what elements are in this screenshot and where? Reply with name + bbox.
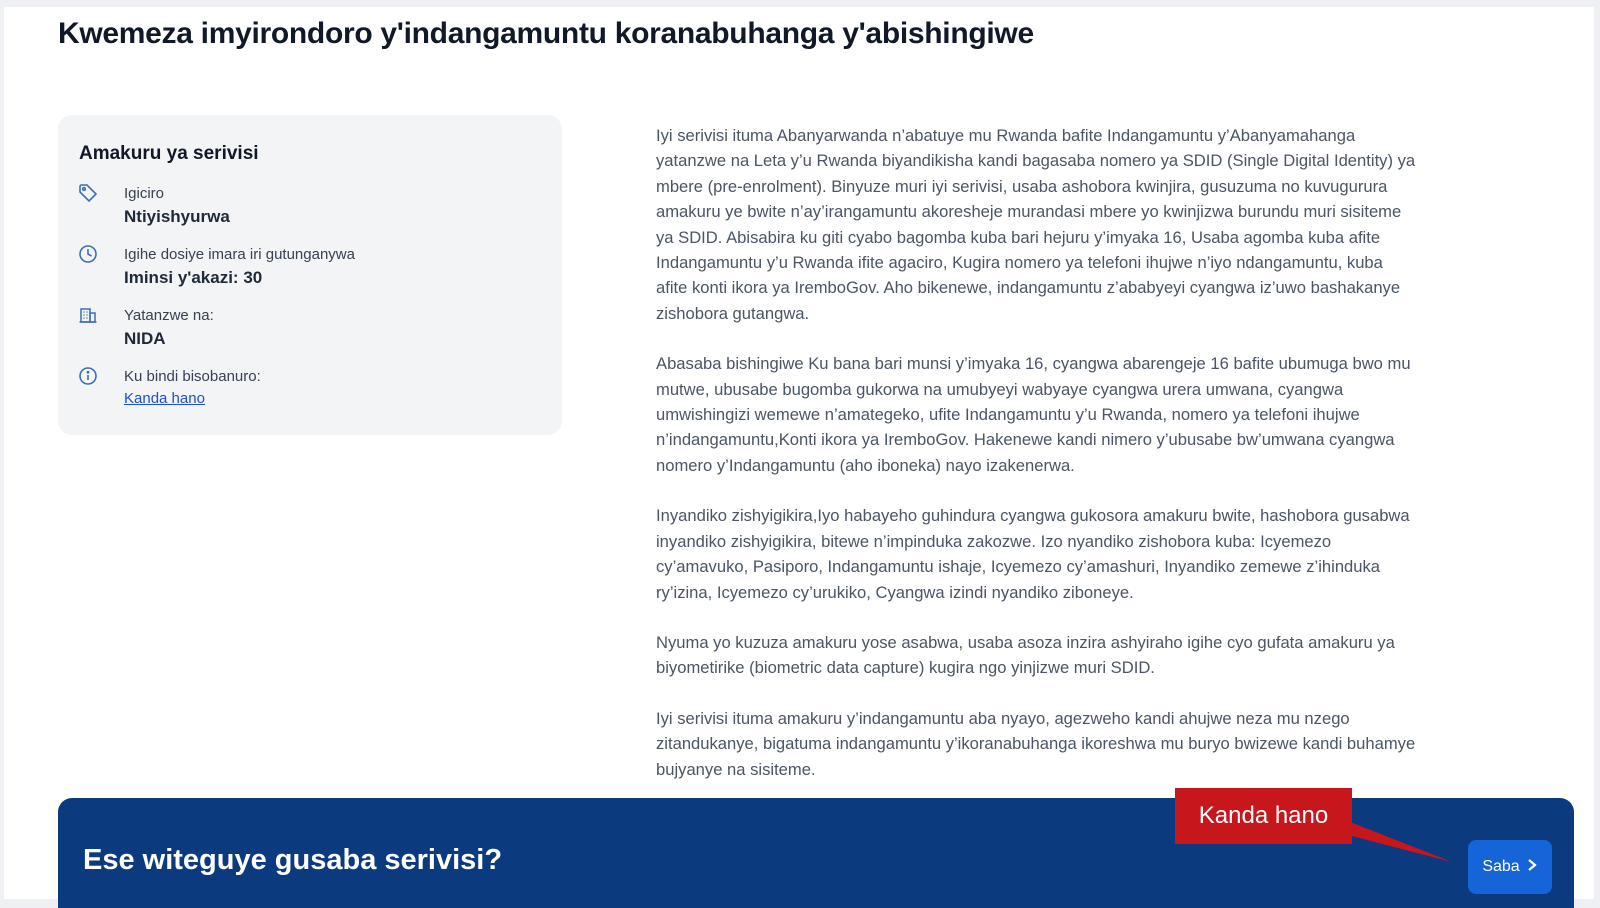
processing-time-value: Iminsi y'akazi: 30 — [124, 268, 263, 287]
card-title: Amakuru ya serivisi — [79, 143, 259, 164]
apply-button-label: Saba — [1482, 858, 1520, 875]
info-icon — [78, 366, 98, 386]
price-value: Ntiyishyurwa — [124, 207, 230, 226]
provider-value: NIDA — [124, 329, 166, 348]
description-paragraph: Iyi serivisi ituma Abanyarwanda n’abatuye mu Rwanda bafite Indangamuntu y’Abanyamahanga yatanzwe na Leta y’u Rwanda biyandikisha kandi bagasaba nomero ya SDID (Single Digital Identity) ya mbere (pre-enrolment). Binyuze muri iyi serivisi, usaba ashobora kwinjira, gusuzuma no kuvugurura amakuru ye bwite n’ay’irangamuntu akoresheje murandasi mbere yo kwinjizwa burundu muri sisiteme ya SDID. Abisabira ku giti cyabo bagomba kuba bari hejuru y’imyaka 16, Usaba agomba kuba afite Indangamuntu y’u Rwanda ifite agaciro, Kugira nomero ya telefoni ihujwe n’iyo ndangamuntu, kuba afite konti ikora ya IremboGov. Aho bikenewe, indangamuntu z’ababyeyi cyangwa iz’uwo bashakanye zishobora gutangwa. — [656, 126, 1416, 323]
description-paragraph: Abasaba bishingiwe Ku bana bari munsi y’imyaka 16, cyangwa abarengeje 16 bafite ubumuga bwo mu mutwe, ubusabe bugomba gukorwa na umubyeyi wabyaye cyangwa urera umwana, cyangwa umwishingizi wemewe n’amategeko, ufite Indangamuntu y’u Rwanda, nomero ya telefoni ihujwe n’indangamuntu,Konti ikora ya IremboGov. Hakenewe kandi nimero y’ubusabe bw’umwana cyangwa nomero y’Indangamuntu (aho iboneka) nayo izakenerwa. — [656, 354, 1411, 475]
provider-label: Yatanzwe na: — [124, 307, 214, 324]
description-paragraph: Iyi serivisi ituma amakuru y’indangamuntu aba nyayo, agezweho kandi ahujwe neza mu nzego zitandukanye, bigatuma indangamuntu y’ikoranabuhanga ikoreshwa mu buryo bwizewe kandi buhamye bujyanye na sisiteme. — [656, 708, 1416, 779]
clock-icon — [78, 244, 98, 264]
chevron-right-icon — [1526, 858, 1538, 877]
page — [4, 7, 1594, 899]
more-info-label: Ku bindi bisobanuro: — [124, 368, 261, 385]
service-description — [656, 123, 1416, 807]
price-label: Igiciro — [124, 185, 165, 202]
processing-time-label: Igihe dosiye imara iri gutunganywa — [124, 246, 355, 263]
building-icon — [78, 305, 98, 325]
description-paragraph: Inyandiko zishyigikira,Iyo habayeho guhindura cyangwa gukosora amakuru bwite, hashobora gusabwa inyandiko zishyigikira, bitewe n’impinduka zakozwe. Izo nyandiko zishobora kuba: Icyemezo cy’amavuko, Pasiporo, Indangamuntu ishaje, Icyemezo cy’amashuri, Inyandiko zemewe z’ihinduka ry’izina, Icyemezo cy’urukiko, Cyangwa izindi nyandiko ziboneye. — [656, 506, 1410, 602]
cta-title: Ese witeguye gusaba serivisi? — [83, 844, 503, 876]
apply-button[interactable] — [1468, 840, 1552, 894]
more-info-link[interactable]: Kanda hano — [124, 390, 205, 407]
page-title: Kwemeza imyirondoro y'indangamuntu koranabuhanga y'abishingiwe — [58, 17, 1034, 50]
service-info-card — [58, 115, 562, 435]
annotation-callout: Kanda hano — [1175, 788, 1352, 844]
price-tag-icon — [78, 183, 98, 203]
description-paragraph: Nyuma yo kuzuza amakuru yose asabwa, usaba asoza inzira ashyiraho igihe cyo gufata amakuru ya biyometirike (biometric data capture) kugira ngo yinjizwe muri SDID. — [656, 632, 1395, 678]
